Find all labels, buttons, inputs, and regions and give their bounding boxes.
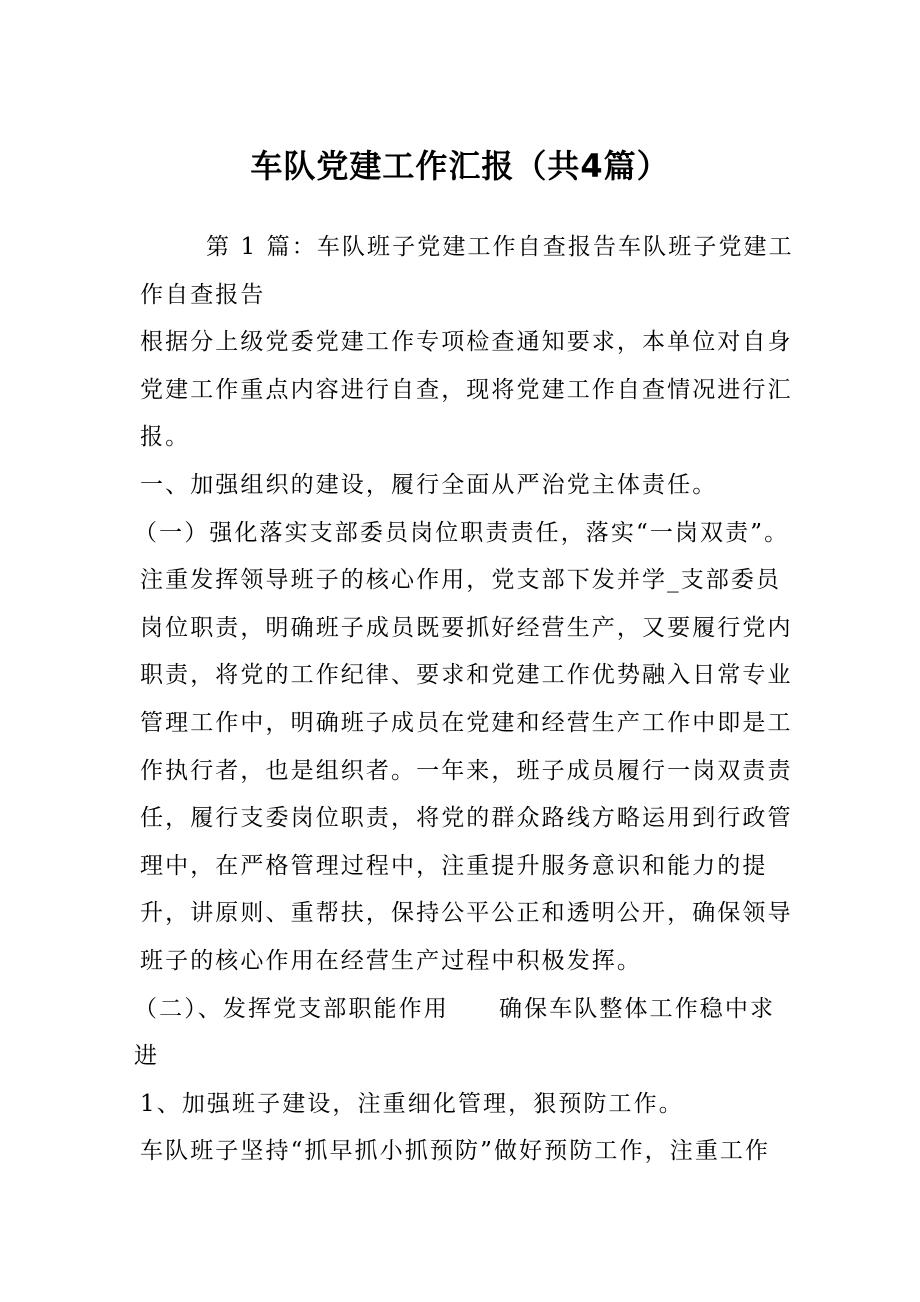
body-paragraph-duties: 注重发挥领导班子的核心作用，党支部下发并学_支部委员岗位职责，明确班子成员既要抓好经营生产，又要履行党内职责，将党的工作纪律、要求和党建工作优势融入日常专业管理工作中，明确班子成员在党建和经营生产工作中即是工作执行者，也是组织者。一年来，班子成员履行一岗双责责任，履行支委岗位职责，将党的群众路线方略运用到行政管理中，在严格管理过程中，注重提升服务意识和能力的提升，讲原则、重帮扶，保持公平公正和透明公开，确保领导班子的核心作用在经营生产过程中积极发挥。	[140, 567, 793, 974]
body-paragraph-prevention: 车队班子坚持“抓早抓小抓预防”做好预防工作，注重工作	[140, 1138, 771, 1165]
document-title: 车队党建工作汇报（共4篇）	[250, 147, 670, 185]
heading-level-2-first: （一）强化落实支部委员岗位职责责任，落实“一岗双责”。	[134, 519, 790, 546]
heading-level-2-second: （二）、发挥党支部职能作用 确保车队整体工作稳中求进	[134, 995, 776, 1070]
heading-level-1: 一、加强组织的建设，履行全面从严治党主体责任。	[140, 471, 718, 498]
heading-level-3: 1、加强班子建设，注重细化管理，狠预防工作。	[140, 1090, 684, 1117]
section-heading-part-1: 第 1 篇：车队班子党建工作自查报告车队班子党建工作自查报告	[140, 234, 794, 308]
document-body	[134, 224, 795, 1176]
intro-paragraph: 根据分上级党委党建工作专项检查通知要求，本单位对自身党建工作重点内容进行自查，现将党建工作自查情况进行汇报。	[140, 329, 793, 451]
